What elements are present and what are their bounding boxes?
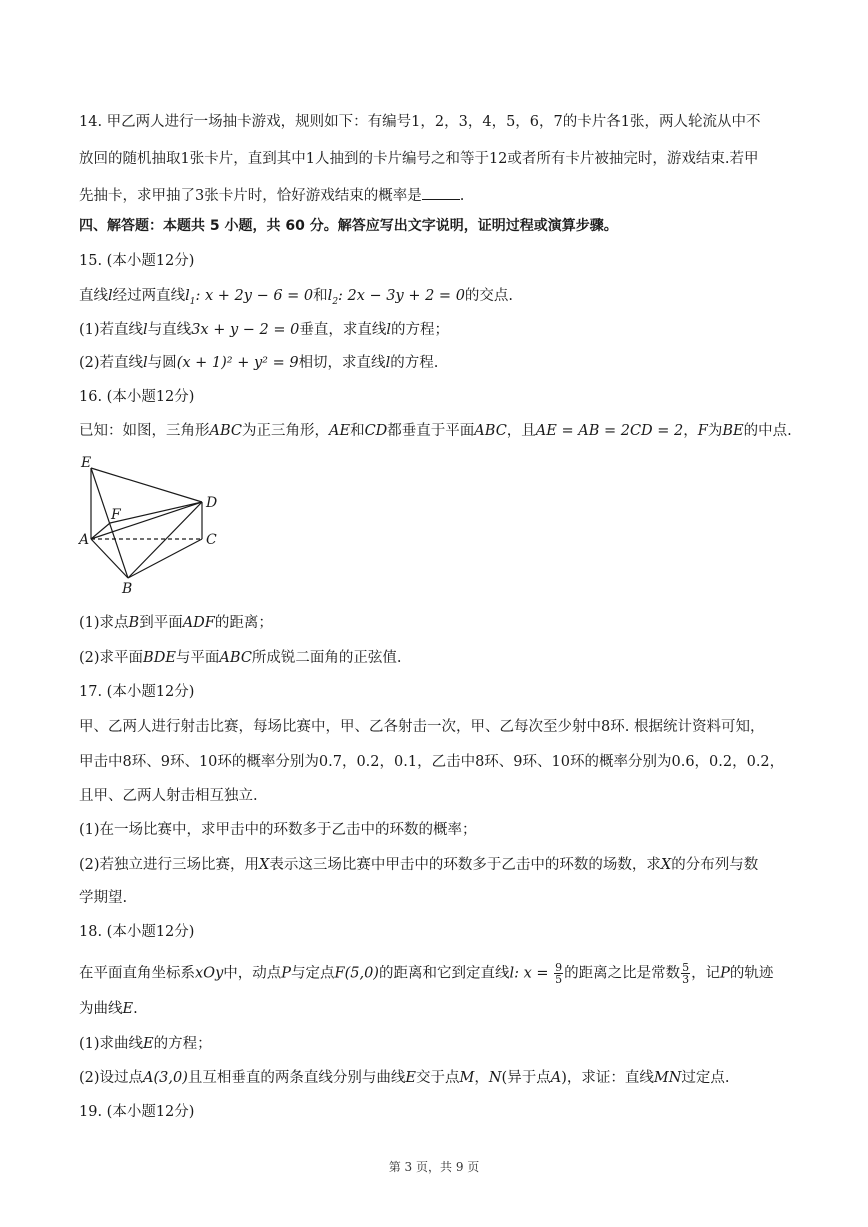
edge-af bbox=[91, 523, 110, 539]
q18-p2-A2: A bbox=[550, 1070, 562, 1086]
q16-stem-h: 的中点. bbox=[743, 423, 792, 439]
q18-line2-a: 为曲线 bbox=[79, 1001, 123, 1017]
q15-p1-d: 的方程； bbox=[390, 322, 449, 338]
q18-stem-f: ，记 bbox=[691, 965, 721, 982]
q15-p1-a: (1)若直线 bbox=[79, 322, 144, 338]
q15-p2-d: 的方程. bbox=[390, 355, 439, 371]
edge-fd bbox=[110, 502, 202, 523]
q16-stem-d: 都垂直于平面 bbox=[387, 423, 475, 439]
q18-p1-E: E bbox=[143, 1036, 154, 1052]
q16-p2-bde: BDE bbox=[143, 650, 176, 666]
q16-stem-c: 和 bbox=[350, 423, 365, 439]
q18-p1-b: 的方程； bbox=[153, 1036, 212, 1052]
q16-p1-a: (1)求点 bbox=[79, 615, 129, 631]
q16-header: 16. (本小题12分) bbox=[79, 389, 195, 405]
q18-p2-M: M bbox=[459, 1070, 475, 1086]
q15-p2-b: 与圆 bbox=[147, 355, 177, 371]
q16-stem-e: ，且 bbox=[506, 423, 536, 439]
q17-line-3: 且甲、乙两人射击相互独立. bbox=[79, 788, 258, 804]
q15-part-2 bbox=[79, 353, 438, 373]
q18-p2-E: E bbox=[405, 1070, 416, 1086]
q16-F: F bbox=[697, 423, 708, 439]
q18-stem bbox=[79, 962, 773, 985]
q15-stem-d: 的交点. bbox=[464, 288, 514, 304]
q14-line-2: 放回的随机抽取1张卡片，直到其中1人抽到的卡片编号之和等于12或者所有卡片被抽完时，游戏结束.若甲 bbox=[79, 151, 759, 167]
label-d: D bbox=[206, 495, 218, 511]
q19-header: 19. (本小题12分) bbox=[79, 1104, 195, 1120]
q18-l: l: x = bbox=[509, 965, 554, 982]
q18-p2-g: 过定点. bbox=[681, 1070, 730, 1086]
q17-line-1: 甲、乙两人进行射击比赛，每场比赛中，甲、乙各射击一次，甲、乙每次至少射中8环. 根据统计资料可知， bbox=[79, 719, 765, 735]
q17-p2-c: 的分布列与数 bbox=[671, 857, 759, 873]
q16-stem-g: 为 bbox=[707, 423, 723, 439]
q18-p2-e: (异于点 bbox=[501, 1070, 551, 1086]
q15-stem-b: 经过两直线 bbox=[112, 288, 186, 304]
q18-part-1 bbox=[79, 1034, 212, 1054]
q16-part-2 bbox=[79, 648, 402, 668]
q15-p1-b: 与直线 bbox=[147, 322, 192, 338]
q16-p2-b: 与平面 bbox=[175, 650, 220, 666]
q15-p2-l2: l bbox=[385, 355, 391, 371]
q15-header: 15. (本小题12分) bbox=[79, 253, 195, 269]
q16-stem-f: ， bbox=[683, 423, 698, 439]
answer-blank bbox=[422, 185, 460, 200]
q16-stem-b: 为正三角形， bbox=[242, 423, 329, 439]
q18-P: P bbox=[281, 965, 292, 982]
q16-stem-a: 已知：如图，三角形 bbox=[79, 423, 210, 439]
q17-p2-b: 表示这三场比赛中甲击中的环数多于乙击中的环数的场数，求 bbox=[269, 857, 661, 873]
q18-line-2 bbox=[79, 999, 138, 1019]
q14-line-3-text: 先抽卡，求甲抽了3张卡片时，恰好游戏结束的概率是 bbox=[79, 188, 422, 204]
q14-line-3-end: . bbox=[459, 188, 465, 204]
q16-p1-adf: ADF bbox=[182, 615, 215, 631]
edge-db bbox=[128, 502, 202, 578]
q18-p2-b: 且互相垂直的两条直线分别与曲线 bbox=[187, 1070, 406, 1086]
q16-p2-abc: ABC bbox=[219, 650, 252, 666]
q18-frac2-num: 5 bbox=[682, 961, 690, 974]
q18-part-2 bbox=[79, 1068, 730, 1088]
q18-line2-b: . bbox=[133, 1001, 138, 1017]
q18-p2-MN: MN bbox=[653, 1070, 682, 1086]
q18-F: F(5,0) bbox=[334, 965, 379, 982]
prism-figure bbox=[78, 455, 228, 595]
q16-cd: CD bbox=[364, 423, 388, 439]
q18-P2: P bbox=[720, 965, 730, 982]
q15-eq2: : 2x − 3y + 2 = 0 bbox=[338, 288, 465, 304]
q16-be: BE bbox=[722, 423, 744, 439]
q18-header: 18. (本小题12分) bbox=[79, 924, 195, 940]
q17-part-2 bbox=[79, 855, 758, 875]
q16-abc-2: ABC bbox=[474, 423, 507, 439]
q16-p1-c: 的距离； bbox=[214, 615, 273, 631]
q18-frac2-den: 3 bbox=[682, 973, 690, 986]
q18-p2-f: )，求证：直线 bbox=[561, 1070, 654, 1086]
q16-part-1 bbox=[79, 613, 273, 633]
q18-stem-b: 中，动点 bbox=[223, 965, 282, 982]
q18-stem-e: 的距离之比是常数 bbox=[564, 965, 681, 982]
label-a: A bbox=[79, 532, 90, 548]
q18-xoy: xOy bbox=[195, 965, 224, 982]
q14-line-1: 14. 甲乙两人进行一场抽卡游戏，规则如下：有编号1，2，3，4，5，6，7的卡片各1张，两人轮流从中不 bbox=[79, 114, 761, 130]
q17-p2-x: X bbox=[259, 857, 270, 873]
q18-frac-9-5 bbox=[554, 962, 563, 985]
q16-ae: AE bbox=[329, 423, 351, 439]
q17-part-1: (1)在一场比赛中，求甲击中的环数多于乙击中的环数的概率； bbox=[79, 822, 477, 838]
q15-eq1: : x + 2y − 6 = 0 bbox=[195, 288, 314, 304]
page-footer: 第 3 页，共 9 页 bbox=[388, 1160, 480, 1174]
edge-ad bbox=[91, 502, 202, 539]
q16-p1-B: B bbox=[128, 615, 140, 631]
section-heading: 四、解答题：本题共 5 小题，共 60 分。解答应写出文字说明，证明过程或演算步骤。 bbox=[79, 218, 618, 234]
q15-p1-c: 垂直，求直线 bbox=[299, 322, 387, 338]
q16-p2-a: (2)求平面 bbox=[79, 650, 144, 666]
label-b: B bbox=[122, 581, 133, 595]
q18-p2-A: A(3,0) bbox=[143, 1070, 188, 1086]
label-c: C bbox=[206, 532, 217, 548]
edge-ed bbox=[91, 468, 202, 502]
q17-p2-x2: X bbox=[660, 857, 672, 873]
q15-stem-a: 直线 bbox=[79, 288, 108, 304]
q16-p2-c: 所成锐二面角的正弦值. bbox=[251, 650, 402, 666]
q16-stem bbox=[79, 421, 792, 441]
q15-p2-eq: (x + 1)² + y² = 9 bbox=[176, 355, 299, 371]
q18-frac1-den: 5 bbox=[555, 973, 563, 986]
q18-stem-c: 与定点 bbox=[291, 965, 335, 982]
q15-p2-c: 相切，求直线 bbox=[298, 355, 386, 371]
q17-part-2-cont: 学期望. bbox=[79, 890, 128, 906]
q15-stem-c: 和 bbox=[313, 288, 328, 304]
q15-l: l bbox=[108, 288, 113, 304]
label-e: E bbox=[81, 455, 92, 471]
q17-header: 17. (本小题12分) bbox=[79, 684, 195, 700]
q16-p1-b: 到平面 bbox=[139, 615, 183, 631]
q18-frac1-num: 9 bbox=[555, 961, 563, 974]
q18-p2-N: N bbox=[488, 1070, 502, 1086]
q16-abc: ABC bbox=[209, 423, 242, 439]
q14-line-3 bbox=[79, 185, 464, 206]
q18-stem-d: 的距离和它到定直线 bbox=[378, 965, 510, 982]
q18-stem-a: 在平面直角坐标系 bbox=[79, 965, 195, 982]
q15-stem bbox=[79, 286, 513, 312]
edge-cb bbox=[128, 539, 202, 578]
q17-line-2: 甲击中8环、9环、10环的概率分别为0.7，0.2，0.1，乙击中8环、9环、10环的概率分别为0.6，0.2，0.2， bbox=[79, 754, 785, 770]
edge-ab bbox=[91, 539, 128, 578]
q15-l1: $l_1$ bbox=[185, 288, 196, 307]
q18-stem-g: 的轨迹 bbox=[729, 965, 774, 982]
q18-p2-a: (2)设过点 bbox=[79, 1070, 144, 1086]
q18-E: E bbox=[122, 1001, 134, 1017]
q15-p1-l: l bbox=[143, 322, 148, 338]
q18-p2-d: ， bbox=[474, 1070, 489, 1086]
q18-frac-5-3 bbox=[681, 962, 690, 985]
label-f: F bbox=[111, 507, 121, 523]
q15-p1-l2: l bbox=[386, 322, 391, 338]
q15-part-1 bbox=[79, 320, 449, 340]
q15-p2-a: (2)若直线 bbox=[79, 355, 144, 371]
q15-l2: $l_2$ bbox=[327, 288, 339, 307]
q15-p1-eq: 3x + y − 2 = 0 bbox=[191, 322, 300, 338]
q15-p2-l: l bbox=[143, 355, 148, 371]
q18-p2-c: 交于点 bbox=[416, 1070, 460, 1086]
q18-p1-a: (1)求曲线 bbox=[79, 1036, 144, 1052]
q17-p2-a: (2)若独立进行三场比赛，用 bbox=[79, 857, 260, 873]
q16-eq: AE = AB = 2CD = 2 bbox=[535, 423, 684, 439]
